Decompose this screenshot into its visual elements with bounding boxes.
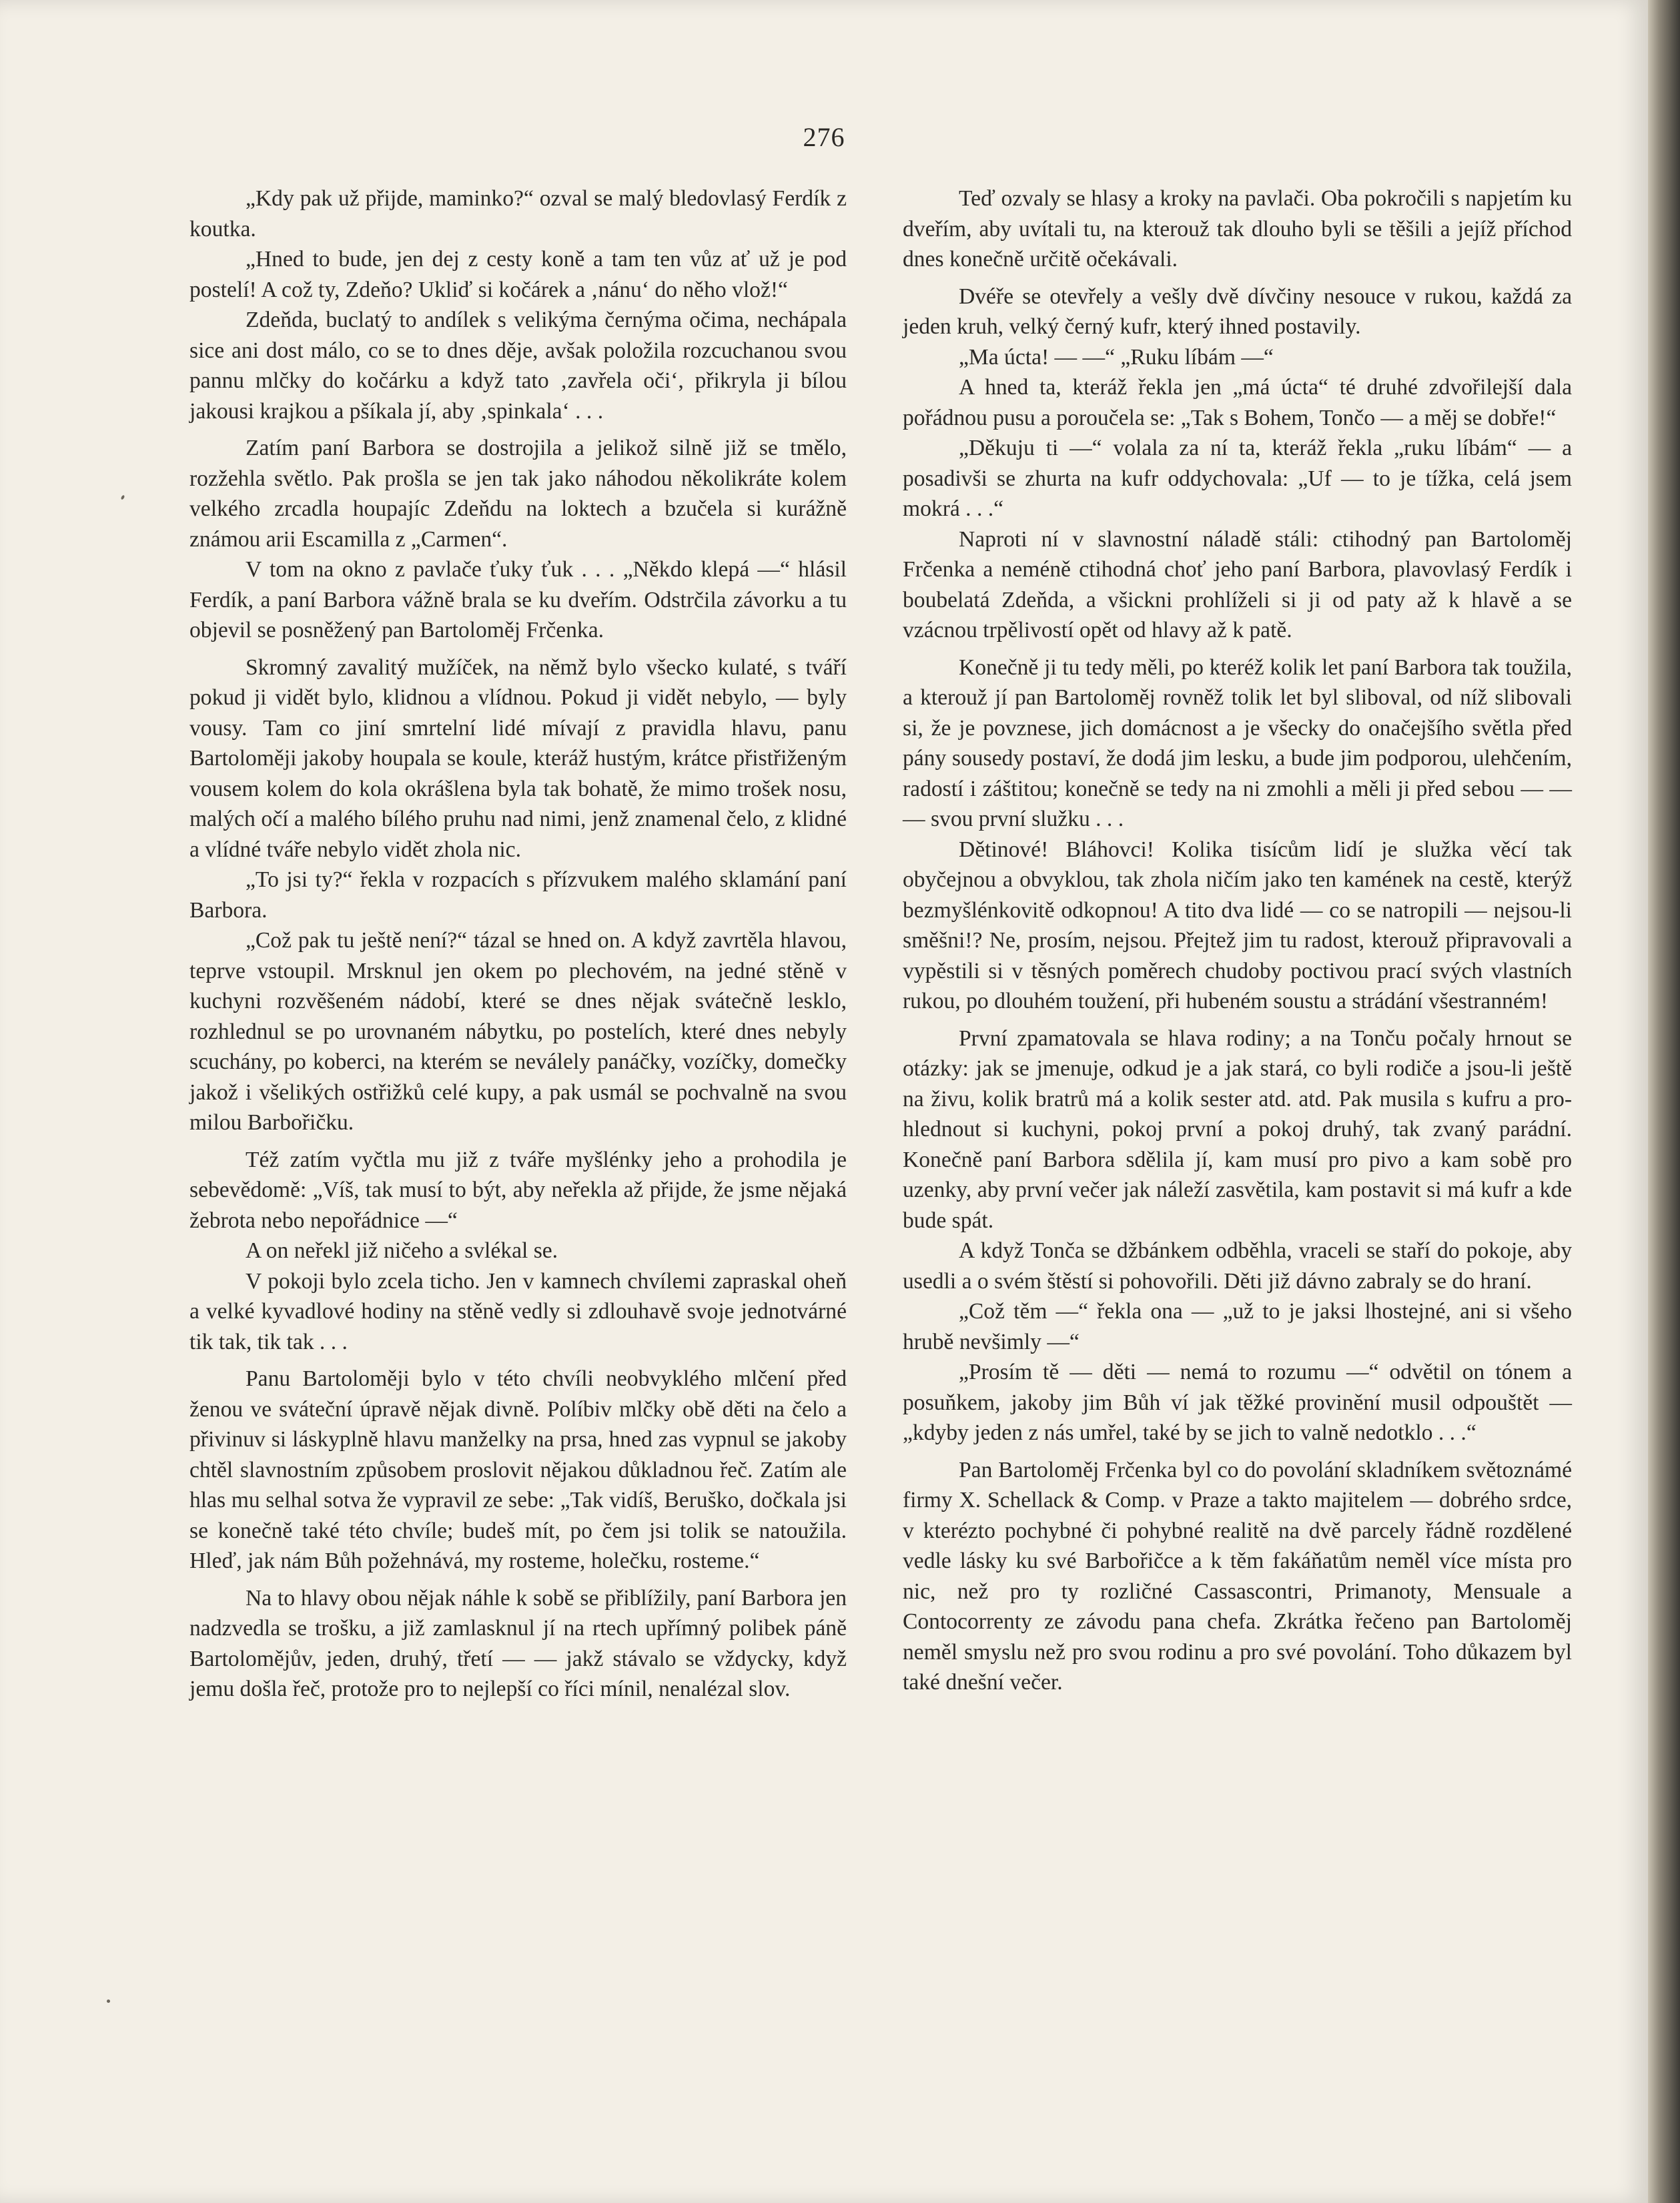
left-column-paragraph: V pokoji bylo zcela ticho. Jen v kamnech chvílemi zapraskal oheň a velké kyvadlové hodiny na stěně vedly si zdlouhavě svoje jednotvárné tik tak, tik tak . . . (189, 1268, 847, 1354)
left-column-paragraph: Na to hlavy obou nějak náhle k sobě se přiblížily, paní Barbora jen nadzvedla se trošku, a již zamlasknul jí na rtech upřímný polibek páně Bartolomějův, jeden, druhý, třetí — — jakž stávalo se vždycky, když jemu došla řeč, protože pro to nejlepší co říci mínil, nenalézal slov. (189, 1585, 847, 1701)
left-column-paragraph: Zdeňda, buclatý to andílek s velikýma černýma očima, nechápala sice ani dost málo, co se to dnes děje, avšak položila rozcuchanou svou pannu mlčky do kočárku a když tato ‚zavřela oči‘, přikryla ji bílou jakousi krajkou a pšíkala jí, aby ‚spinkala‘ . . . (189, 308, 847, 424)
right-column-paragraph: „Prosím tě — děti — nemá to rozumu —“ odvětil on tónem a posuňkem, jakoby jim Bůh ví jak těžké provinění musil odpouštět — „kdyby jeden z nás umřel, také by se jich to valně nedotklo . . .“ (903, 1360, 1572, 1445)
left-column-paragraph: „To jsi ty?“ řekla v rozpacích s přízvukem malého sklamání paní Barbora. (189, 867, 847, 923)
left-column-paragraph: Panu Bartoloměji bylo v této chvíli neobvyklého mlčení před ženou ve sváteční úpravě nějak divně. Políbiv mlčky obě děti na čelo a přivinuv si láskyplně hlavu manželky na prsa, hned zas vypnul se jakoby chtěl slavnostním způsobem proslovit nějakou důkladnou řeč. Zatím ale hlas mu selhal sotva že vypravil ze sebe: „Tak vidíš, Beruško, dočkala jsi se konečně také této chvíle; budeš mít, po čem jsi tolik se natoužila. Hleď, jak nám Bůh požehnává, my rosteme, holečku, rosteme.“ (189, 1366, 847, 1573)
left-column-paragraph: Zatím paní Barbora se dostrojila a jelikož silně již se tmělo, rozžehla světlo. Pak prošla se jen tak jako náhodou několikráte kolem velkého zrcadla houpajíc Zdeňdu na loktech a bzučela si kurážně známou arii Escamilla z „Carmen“. (189, 436, 847, 552)
right-text-column (903, 183, 1572, 1698)
left-column-paragraph: V tom na okno z pavlače ťuky ťuk . . . „Někdo klepá —“ hlásil Ferdík, a paní Barbora vážně brala se ku dveřím. Odstrčila závorku a tu objevil se posněžený pan Bartoloměj Frčenka. (189, 557, 847, 642)
right-column-paragraph: Konečně ji tu tedy měli, po kteréž kolik let paní Barbora tak toužila, a kterouž jí pan Bartoloměj rovněž tolik let byl sliboval, od níž slibovali si, že je povznese, jich domácnost a je všecky do onačejšího světla před pány sousedy postaví, že dodá jim lesku, a bude jim podporou, ulehčením, radostí i záštitou; konečně se tedy na ni zmohli a měli ji před sebou — — — svou první služku . . . (903, 654, 1572, 831)
page-edge-shadow (1648, 0, 1680, 2203)
left-column-paragraph: „Hned to bude, jen dej z cesty koně a tam ten vůz ať už je pod postelí! A což ty, Zdeňo? Ukliď si kočárek a ‚nánu‘ do něho vlož!“ (189, 247, 847, 302)
right-column-paragraph: Dětinové! Bláhovci! Kolika tisícům lidí je služka věcí tak obyčejnou a obvyklou, tak zhola ničím jako ten kamének na cestě, kterýž bezmyšlénkovitě odkopnou! A tito dva lidé — co se natropili — nejsou-li směšni!? Ne, prosím, nejsou. Přejtež jim tu radost, kterouž připravovali a vypěstili si v těsných poměrech chudoby poctivou prací svých vlastních rukou, po dlouhém toužení, při hubeném soustu a strádání všestranném! (903, 837, 1572, 1013)
left-column-paragraph: Skromný zavalitý mužíček, na němž bylo všecko kulaté, s tváří pokud ji vidět bylo, klidnou a vlídnou. Pokud ji vidět nebylo, — byly vousy. Tam co jiní smrtelní lidé mívají z pravidla hlavu, panu Bartoloměji jakoby houpala se koule, kteráž hustým, krátce přistřiženým vousem kolem do kola okrášlena byla tak bohatě, že mimo trošek nosu, malých očí a malého bílého pruhu nad nimi, jenž znamenal čelo, z klidné a vlídné tváře nebylo vidět zhola nic. (189, 654, 847, 862)
right-column-paragraph: První zpamatovala se hlava rodiny; a na Tonču počaly hrnout se otázky: jak se jmenuje, odkud je a jak stará, co byli rodiče a jsou-li ještě na živu, kolik bratrů má a kolik sester atd. atd. Pak musila s kufru a prohlednout si kuchyni, pokoj první a pokoj druhý, tak zvaný parádní. Konečně paní Barbora sdělila jí, kam musí pro pivo a kam sobě pro uzenky, aby první večer jak náleží zasvětila, kam postavit si má kufr a kde bude spát. (903, 1025, 1572, 1233)
right-column-paragraph: A hned ta, kteráž řekla jen „má úcta“ té druhé zdvořilejší dala pořádnou pusu a poroučela se: „Tak s Bohem, Tončo — a měj se dobře!“ (903, 375, 1572, 430)
right-column-paragraph: „Děkuju ti —“ volala za ní ta, kteráž řekla „ruku líbám“ — a posadivši se zhurta na kufr oddychovala: „Uf — to je tížka, celá jsem mokrá . . .“ (903, 436, 1572, 521)
right-column-paragraph: Naproti ní v slavnostní náladě stáli: ctihodný pan Bartoloměj Frčenka a neméně ctihodná choť jeho paní Barbora, plavovlasý Ferdík i boubelatá Zdeňda, a všickni prohlíželi si ji od paty až k hlavě a se vzácnou trpělivostí opět od hlavy až k patě. (903, 526, 1572, 642)
paper-speck (107, 2000, 110, 2003)
paper-speck (121, 494, 125, 500)
right-column-paragraph: „Ma úcta! — —“ „Ruku líbám —“ (959, 344, 1274, 370)
left-column-paragraph: Též zatím vyčtla mu již z tváře myšlénky jeho a prohodila je sebevědomě: „Víš, tak musí to být, aby neřekla až přijde, že jsme nějaká žebrota nebo nepořádnice —“ (189, 1147, 847, 1233)
right-column-paragraph: A když Tonča se džbánkem odběhla, vraceli se staří do pokoje, aby usedli a o svém štěstí si pohovořili. Děti již dávno zabraly se do hraní. (903, 1238, 1572, 1294)
right-column-paragraph: Pan Bartoloměj Frčenka byl co do povolání skladníkem světoznámé firmy X. Schellack & Comp. v Praze a takto majitelem — dobrého srdce, v kterézto pochybné či pohybné realitě na dvě parcely řádně rozdělené vedle lásky ku své Barbořičce a k těm fakáňatům neměl více místa pro nic, než pro ty rozličné Cassascontri, Primanoty, Mensuale a Contocorrenty ze závodu pana chefa. Zkrátka řečeno pan Bartoloměj neměl smyslu než pro svou rodinu a pro své povolání. Toho důkazem byl také dnešní večer. (903, 1457, 1572, 1695)
left-text-column (189, 183, 847, 1705)
left-column-paragraph: „Což pak tu ještě není?“ tázal se hned on. A když zavrtěla hlavou, teprve vstoupil. Mrsknul jen okem po plechovém, na jedné stěně v kuchyni rozvěšeném nádobí, které se dnes nějak svátečně lesklo, rozhlednul se po urovnaném nábytku, po postelích, které dnes nebyly scuchány, po koberci, na kterém se neválely panáčky, vozíčky, domečky jakož i všelikých ostřižků celé kupy, a pak usmál se pochvalně na svou milou Barbořičku. (189, 928, 847, 1135)
left-column-paragraph: A on neřekl již ničeho a svlékal se. (246, 1238, 558, 1263)
right-column-paragraph: Dvéře se otevřely a vešly dvě dívčiny nesouce v rukou, každá za jeden kruh, velký černý kufr, který ihned postavily. (903, 284, 1572, 339)
right-column-paragraph: Teď ozvaly se hlasy a kroky na pavlači. Oba pokročili s napjetím ku dveřím, aby uvítali tu, na kterouž tak dlouho byli se těšili a jejíž příchod dnes konečně určitě očekávali. (903, 186, 1572, 272)
page-number: 276 (803, 122, 845, 152)
right-column-paragraph: „Což těm —“ řekla ona — „už to je jaksi lhostejné, ani si všeho hrubě nevšimly —“ (903, 1299, 1572, 1354)
left-column-paragraph: „Kdy pak už přijde, maminko?“ ozval se malý bledovlasý Ferdík z koutka. (189, 186, 847, 242)
